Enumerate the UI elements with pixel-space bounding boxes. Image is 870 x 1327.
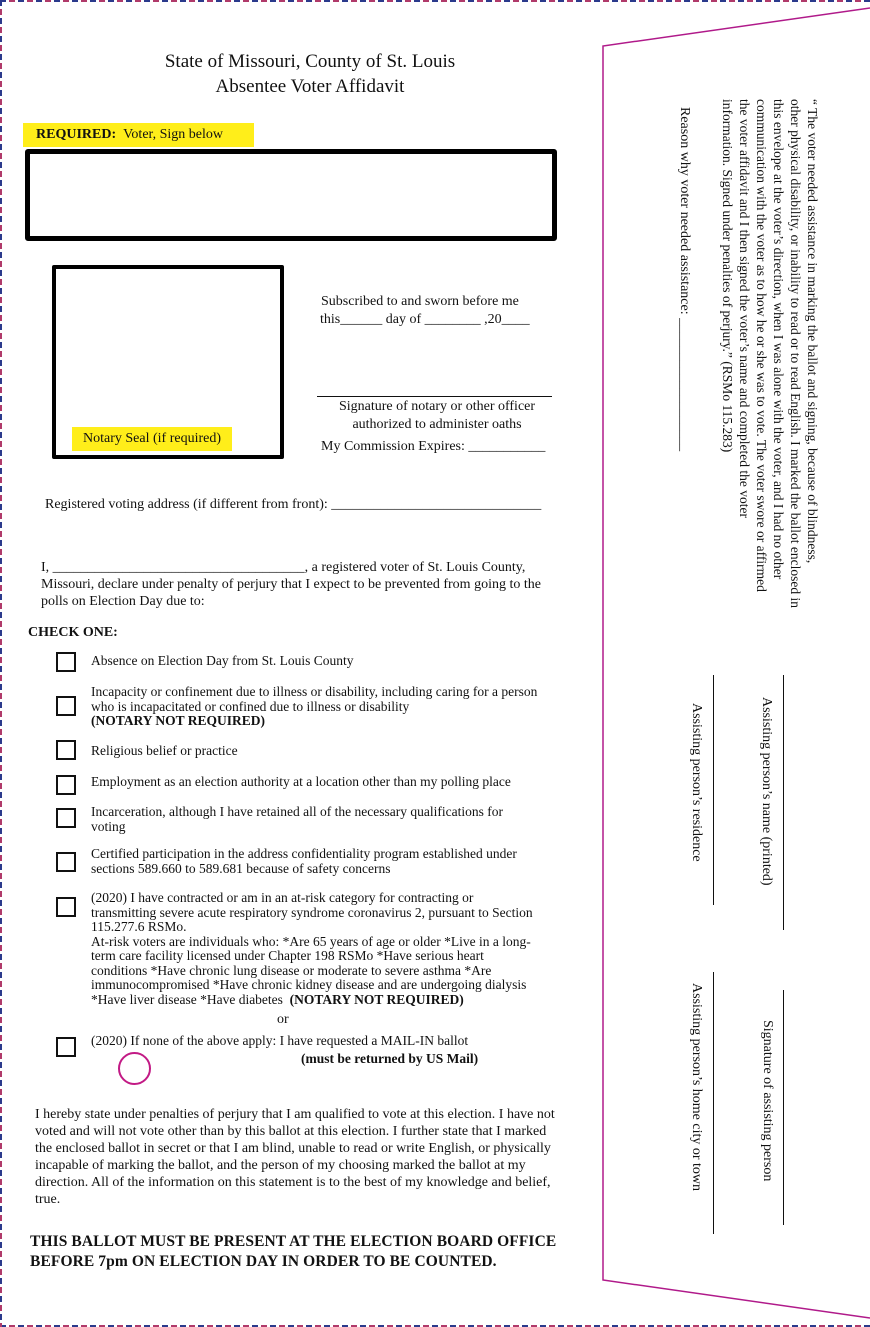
statement-line: the enclosed ballot in secret or that I am blind, unable to read or write English, or physically	[35, 1141, 551, 1156]
required-label-rest: Voter, Sign below	[123, 127, 224, 142]
option-employment-text: Employment as an election authority at a location other than my polling place	[91, 774, 511, 789]
option-incarceration-text-1: Incarceration, although I have retained all of the necessary qualifications for	[91, 804, 503, 819]
option-confidentiality-text-2: sections 589.660 to 589.681 because of safety concerns	[91, 860, 391, 876]
option-covid-text-2: transmitting severe acute respiratory syndrome coronavirus 2, pursuant to Section	[91, 904, 533, 920]
option-covid-text-4: At-risk voters are individuals who: *Are 65 years of age or older *Live in a long-	[91, 933, 531, 949]
mail-in-text-1: (2020) If none of the above apply: I have requested a MAIL-IN ballot	[91, 1033, 469, 1048]
commission-expires[interactable]: My Commission Expires: ___________	[321, 439, 546, 454]
sworn-line-2[interactable]: this______ day of ________ ,20____	[320, 312, 530, 327]
option-covid-text-1: (2020) I have contracted or am in an at-risk category for contracting or	[91, 890, 474, 905]
officer-line-2: authorized to administer oaths	[352, 417, 522, 432]
option-incapacity-notary: (NOTARY NOT REQUIRED)	[91, 713, 266, 728]
option-covid-text-6: conditions *Have chronic lung disease or moderate to severe asthma *Are	[91, 962, 492, 978]
option-covid-last-plain: *Have liver disease *Have diabetes	[91, 991, 283, 1007]
assistance-quote-line: other physical disability, or inability to read or to read English. I marked the ballot enclosed in	[788, 99, 803, 608]
officer-line-1: Signature of notary or other officer	[338, 399, 536, 414]
option-confidentiality-text-1: Certified participation in the address confidentiality program established under	[91, 846, 517, 861]
registered-address-line[interactable]: Registered voting address (if different from front): ______________________________	[45, 497, 542, 512]
option-covid-text-7: immunocompromised *Have chronic kidney disease and are undergoing dialysis	[91, 977, 527, 992]
final-notice-line-2: BEFORE 7pm ON ELECTION DAY IN ORDER TO BE COUNTED.	[30, 1253, 497, 1270]
declaration-line-2: Missouri, declare under penalty of perjury that I expect to be prevented from going to the	[41, 577, 541, 592]
required-label-bold: REQUIRED:	[36, 127, 117, 142]
notary-seal-label: Notary Seal (if required)	[72, 427, 232, 451]
assistance-quote-line: communication with the voter as to how he or she was to vote. The voter swore or affirmed	[754, 99, 769, 592]
option-incarceration-text-2: voting	[91, 818, 126, 834]
declaration-line-1[interactable]: I, ____________________________________, a registered voter of St. Louis County,	[41, 560, 526, 575]
header-line-2: Absentee Voter Affidavit	[215, 76, 405, 97]
reason-for-assistance[interactable]: Reason why voter needed assistance: ___________________	[677, 107, 692, 452]
option-incapacity-text-1: Incapacity or confinement due to illness or disability, including caring for a person	[91, 684, 538, 699]
statement-line: direction. All of the information on this statement is to the best of my knowledge and belief,	[35, 1175, 551, 1190]
assistance-quote	[719, 99, 821, 608]
assisting-name-label: Assisting person’s name (printed)	[759, 697, 774, 886]
statement-line: true.	[35, 1192, 61, 1207]
assistance-quote-line: information. Signed under penalties of perjury.” (RSMo 115.283)	[720, 99, 735, 453]
sworn-line-1: Subscribed to and sworn before me	[321, 294, 519, 309]
option-covid-text-3: 115.277.6 RSMo.	[91, 919, 187, 934]
assistance-quote-line: “ The voter needed assistance in marking the ballot and signing, because of blindness,	[805, 99, 820, 564]
option-religious-text: Religious belief or practice	[91, 743, 238, 758]
assisting-residence-line[interactable]	[713, 675, 714, 905]
declaration-line-3: polls on Election Day due to:	[41, 594, 205, 609]
mail-in-text-2: (must be returned by US Mail)	[301, 1050, 479, 1066]
header-line-1: State of Missouri, County of St. Louis	[164, 51, 456, 72]
statement-line: voted and will not vote other than by this ballot at this election. I further state that I marked	[35, 1124, 547, 1139]
assisting-home-city-line[interactable]	[713, 972, 714, 1234]
option-absence-text: Absence on Election Day from St. Louis County	[91, 653, 354, 668]
assistance-quote-line: the voter affidavit and I then signed the voter’s name and completed the voter	[737, 99, 752, 518]
option-incapacity-text-2: who is incapacitated or confined due to illness or disability	[91, 698, 410, 714]
option-covid-notary: (NOTARY NOT REQUIRED)	[289, 991, 464, 1007]
option-covid-text-5: term care facility licensed under Chapter 198 RSMo *Have serious heart	[91, 948, 484, 963]
statement-line: I hereby state under penalties of perjury that I am qualified to vote at this election. I have not	[35, 1107, 555, 1122]
assistance-quote-line: this envelope at the voter’s direction, when I was alone with the voter, and I had no other	[771, 99, 786, 580]
check-one-heading: CHECK ONE:	[28, 625, 118, 640]
final-notice-line-1: THIS BALLOT MUST BE PRESENT AT THE ELECTION BOARD OFFICE	[30, 1233, 557, 1250]
assisting-home-city-label: Assisting person’s home city or town	[689, 983, 704, 1192]
statement-line: incapable of marking the ballot, and the person of my choosing marked the ballot at my	[35, 1158, 526, 1173]
assisting-signature-label: Signature of assisting person	[760, 1020, 775, 1182]
or-text: or	[277, 1012, 289, 1027]
assisting-signature-line[interactable]	[783, 990, 784, 1225]
assisting-name-line[interactable]	[783, 675, 784, 930]
assisting-residence-label: Assisting person’s residence	[689, 703, 704, 862]
